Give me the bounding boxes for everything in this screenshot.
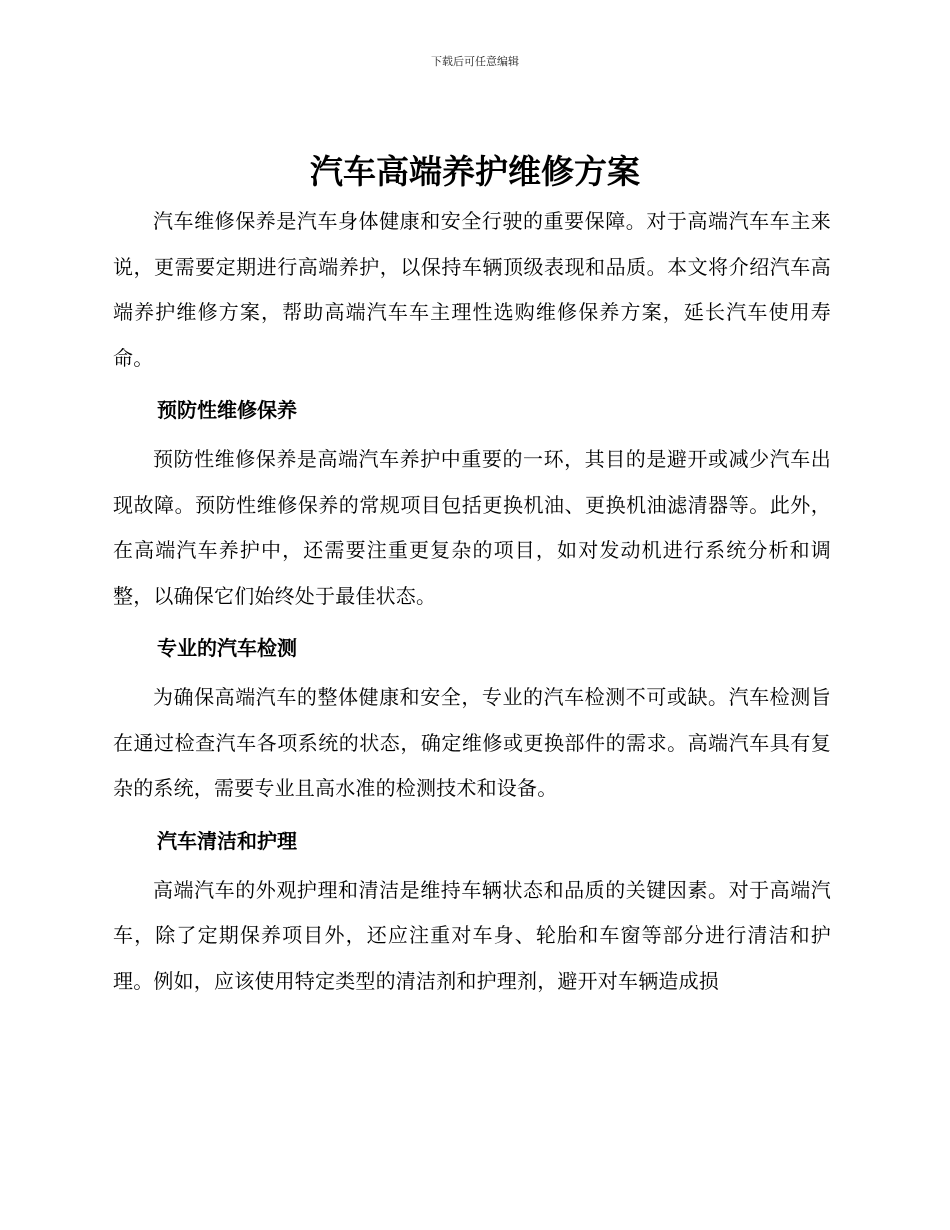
section-body-preventive-maintenance: 预防性维修保养是高端汽车养护中重要的一环，其目的是避开或减少汽车出现故障。预防性维修保养的常规项目包括更换机油、更换机油滤清器等。此外，在高端汽车养护中，还需要注重更复杂的项目，如对发动机进行系统分析和调整，以确保它们始终处于最佳状态。 xyxy=(113,447,831,608)
section-body-cleaning-care: 高端汽车的外观护理和清洁是维持车辆状态和品质的关键因素。对于高端汽车，除了定期保养项目外，还应注重对车身、轮胎和车窗等部分进行清洁和护理。例如，应该使用特定类型的清洁剂和护理剂，避开对车辆造成损 xyxy=(113,877,831,993)
document-body xyxy=(113,199,831,1004)
section-body-professional-inspection: 为确保高端汽车的整体健康和安全，专业的汽车检测不可或缺。汽车检测旨在通过检查汽车各项系统的状态，确定维修或更换部件的需求。高端汽车具有复杂的系统，需要专业且高水准的检测技术和设备。 xyxy=(113,685,831,800)
section-heading-professional-inspection: 专业的汽车检测 xyxy=(157,636,297,660)
section-heading-preventive-maintenance: 预防性维修保养 xyxy=(157,398,297,422)
section-heading-cleaning-care: 汽车清洁和护理 xyxy=(157,828,297,853)
intro-paragraph: 汽车维修保养是汽车身体健康和安全行驶的重要保障。对于高端汽车车主来说，更需要定期进行高端养护，以保持车辆顶级表现和品质。本文将介绍汽车高端养护维修方案，帮助高端汽车车主理性选购维修保养方案，延长汽车使用寿命。 xyxy=(113,209,831,370)
page-header: 下载后可任意编辑 xyxy=(431,55,519,68)
document-title: 汽车高端养护维修方案 xyxy=(310,152,640,191)
